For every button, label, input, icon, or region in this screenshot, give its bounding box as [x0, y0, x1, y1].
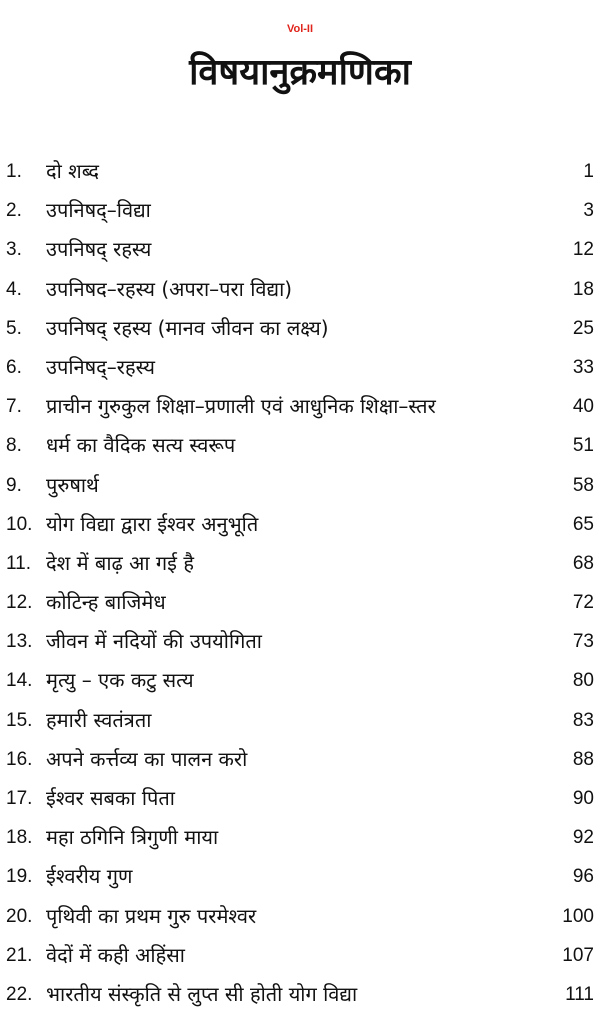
toc-entry [0, 622, 600, 661]
toc-entry-page: 107 [562, 944, 594, 966]
toc-entry-page: 58 [572, 474, 594, 496]
toc-entry-number: 1. [6, 161, 22, 182]
toc-entry-page: 12 [572, 239, 594, 261]
toc-entry [0, 740, 600, 779]
toc-entry [0, 152, 600, 191]
toc-entry-number: 7. [6, 396, 22, 418]
toc-entry-number: 18. [6, 827, 33, 849]
toc-entry-title: योग विद्या द्वारा ईश्वर अनुभूति [46, 511, 259, 536]
toc-entry-page: 3 [583, 200, 594, 222]
volume-label: Vol-II [286, 23, 314, 35]
toc-entry [0, 426, 600, 465]
toc-entry-number: 10. [6, 513, 33, 535]
toc-entry [0, 936, 600, 975]
toc-entry-title: देश में बाढ़ आ गई है [46, 550, 194, 575]
toc-entry-page: 72 [572, 592, 594, 614]
toc-entry-title: जीवन में नदियों की उपयोगिता [46, 629, 262, 654]
toc-entry-title: ईश्वरीय गुण [46, 864, 133, 889]
toc-entry-title: वेदों में कही अहिंसा [46, 942, 185, 967]
toc-entry-number: 6. [6, 356, 22, 378]
toc-entry-number: 16. [6, 748, 33, 770]
toc-entry-page: 92 [572, 827, 594, 849]
toc-entry-title: भारतीय संस्कृति से लुप्त सी होती योग विद्या [46, 981, 358, 1006]
toc-entry [0, 230, 600, 269]
toc-entry [0, 466, 600, 505]
toc-entry-title: अपने कर्त्तव्य का पालन करो [46, 746, 248, 771]
toc-entry [0, 270, 600, 309]
toc-entry-page: 68 [572, 552, 594, 574]
toc-entry-number: 20. [6, 905, 33, 927]
toc-entry-title: हमारी स्वतंत्रता [46, 707, 152, 732]
toc-entry [0, 309, 600, 348]
toc-entry [0, 701, 600, 740]
toc-entry-page: 80 [572, 670, 594, 692]
toc-entry-number: 9. [6, 474, 22, 496]
toc-entry [0, 191, 600, 230]
toc-entry [0, 897, 600, 936]
toc-entry-title: उपनिषद् रहस्य [46, 237, 152, 262]
toc-entry-title: कोटिन्ह बाजिमेध [46, 590, 166, 615]
toc-entry-number: 22. [6, 983, 33, 1005]
toc-entry [0, 505, 600, 544]
toc-entry-page: 18 [572, 278, 594, 300]
toc-entry-number: 3. [6, 239, 22, 261]
toc-entry-page: 25 [572, 317, 594, 339]
toc-entry-number: 5. [6, 317, 22, 339]
toc-entry-number: 15. [6, 709, 33, 731]
toc-entry-title: उपनिषद्–विद्या [46, 198, 151, 223]
toc-entry-page: 83 [572, 709, 594, 731]
toc-entry-number: 17. [6, 788, 33, 809]
toc-entry-page: 90 [572, 788, 594, 809]
toc-entry-number: 21. [6, 944, 33, 966]
toc-entry-number: 8. [6, 435, 22, 457]
toc-entry-number: 12. [6, 592, 33, 614]
toc-entry-page: 1 [583, 161, 594, 182]
toc-entry-title: ईश्वर सबका पिता [46, 786, 175, 810]
toc-entry-page: 88 [572, 748, 594, 770]
toc-entry-title: पृथिवी का प्रथम गुरु परमेश्वर [46, 903, 257, 928]
toc-entry-page: 51 [572, 435, 594, 457]
toc-entry [0, 583, 600, 622]
toc-entry-page: 33 [572, 356, 594, 378]
toc-entry-title: उपनिषद्–रहस्य [46, 354, 155, 379]
page-title: विषयानुक्रमणिका [189, 52, 411, 93]
toc-entry-title: उपनिषद–रहस्य (अपरा–परा विद्या) [46, 276, 293, 301]
toc-entry-title: धर्म का वैदिक सत्य स्वरूप [46, 433, 236, 458]
toc-entry-title: पुरुषार्थ [46, 472, 99, 497]
toc-entry-title: प्राचीन गुरुकुल शिक्षा–प्रणाली एवं आधुनिक शिक्षा–स्तर [46, 394, 436, 419]
toc-entry-page: 111 [565, 983, 594, 1005]
toc-entry [0, 818, 600, 857]
toc-entry-number: 2. [6, 200, 22, 222]
toc-entry-number: 13. [6, 631, 33, 653]
toc-entry-number: 19. [6, 866, 33, 888]
toc-entry-page: 100 [562, 905, 594, 927]
toc-entry-page: 96 [572, 866, 594, 888]
toc-entry-title: महा ठगिनि त्रिगुणी माया [46, 825, 219, 850]
toc-entry [0, 975, 600, 1014]
toc-entry [0, 779, 600, 818]
toc-entry-page: 65 [572, 513, 594, 535]
toc-entry-page: 40 [572, 396, 594, 418]
toc-entry [0, 348, 600, 387]
toc-entry-number: 11. [6, 552, 32, 574]
toc-entry [0, 387, 600, 426]
toc-entry [0, 661, 600, 700]
toc-entry-title: दो शब्द [46, 159, 100, 183]
toc-entry [0, 544, 600, 583]
table-of-contents [0, 152, 600, 1014]
toc-entry-number: 4. [6, 278, 22, 300]
toc-entry-page: 73 [572, 631, 594, 653]
toc-entry-title: मृत्यु – एक कटु सत्य [46, 668, 194, 693]
toc-entry [0, 857, 600, 896]
toc-entry-title: उपनिषद् रहस्य (मानव जीवन का लक्ष्य) [46, 315, 329, 340]
toc-entry-number: 14. [6, 670, 33, 692]
